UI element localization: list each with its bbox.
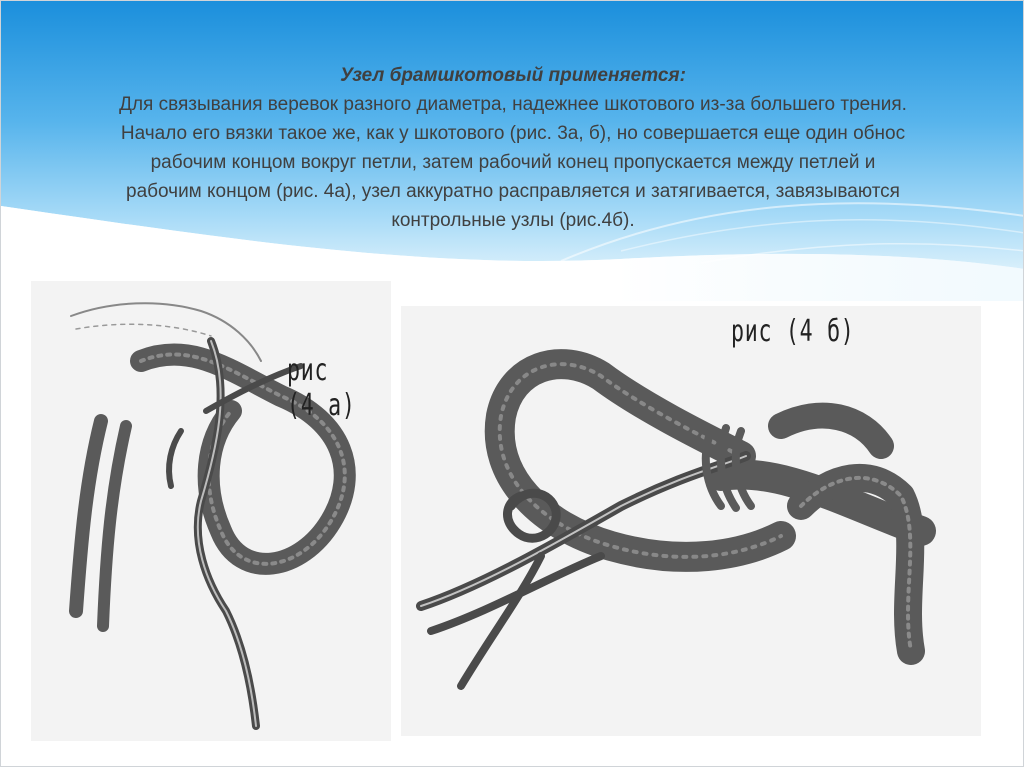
knot-4b-illustration [401, 306, 981, 736]
body-line-3: рабочим концом вокруг петли, затем рабочий конец пропускается между петлей и [150, 152, 876, 173]
description-text [21, 61, 1005, 235]
body-line-1: Для связывания веревок разного диаметра, надежнее шкотового из-за большего трения. [119, 94, 907, 115]
figure-4a-label: рис (4 а) [287, 353, 356, 423]
slide-heading: Узел брамшкотовый применяется: [340, 65, 686, 86]
body-line-4: рабочим концом (рис. 4а), узел аккуратно расправляется и затягивается, завязываются [126, 181, 900, 202]
figure-4b-label: рис (4 б) [731, 314, 855, 349]
figure-4a [31, 281, 391, 741]
figure-4b [401, 306, 981, 736]
body-line-2: Начало его вязки такое же, как у шкотового (рис. 3а, б), но совершается еще один обнос [120, 123, 906, 144]
knot-4a-illustration [31, 281, 391, 741]
body-line-5: контрольные узлы (рис.4б). [391, 210, 635, 231]
